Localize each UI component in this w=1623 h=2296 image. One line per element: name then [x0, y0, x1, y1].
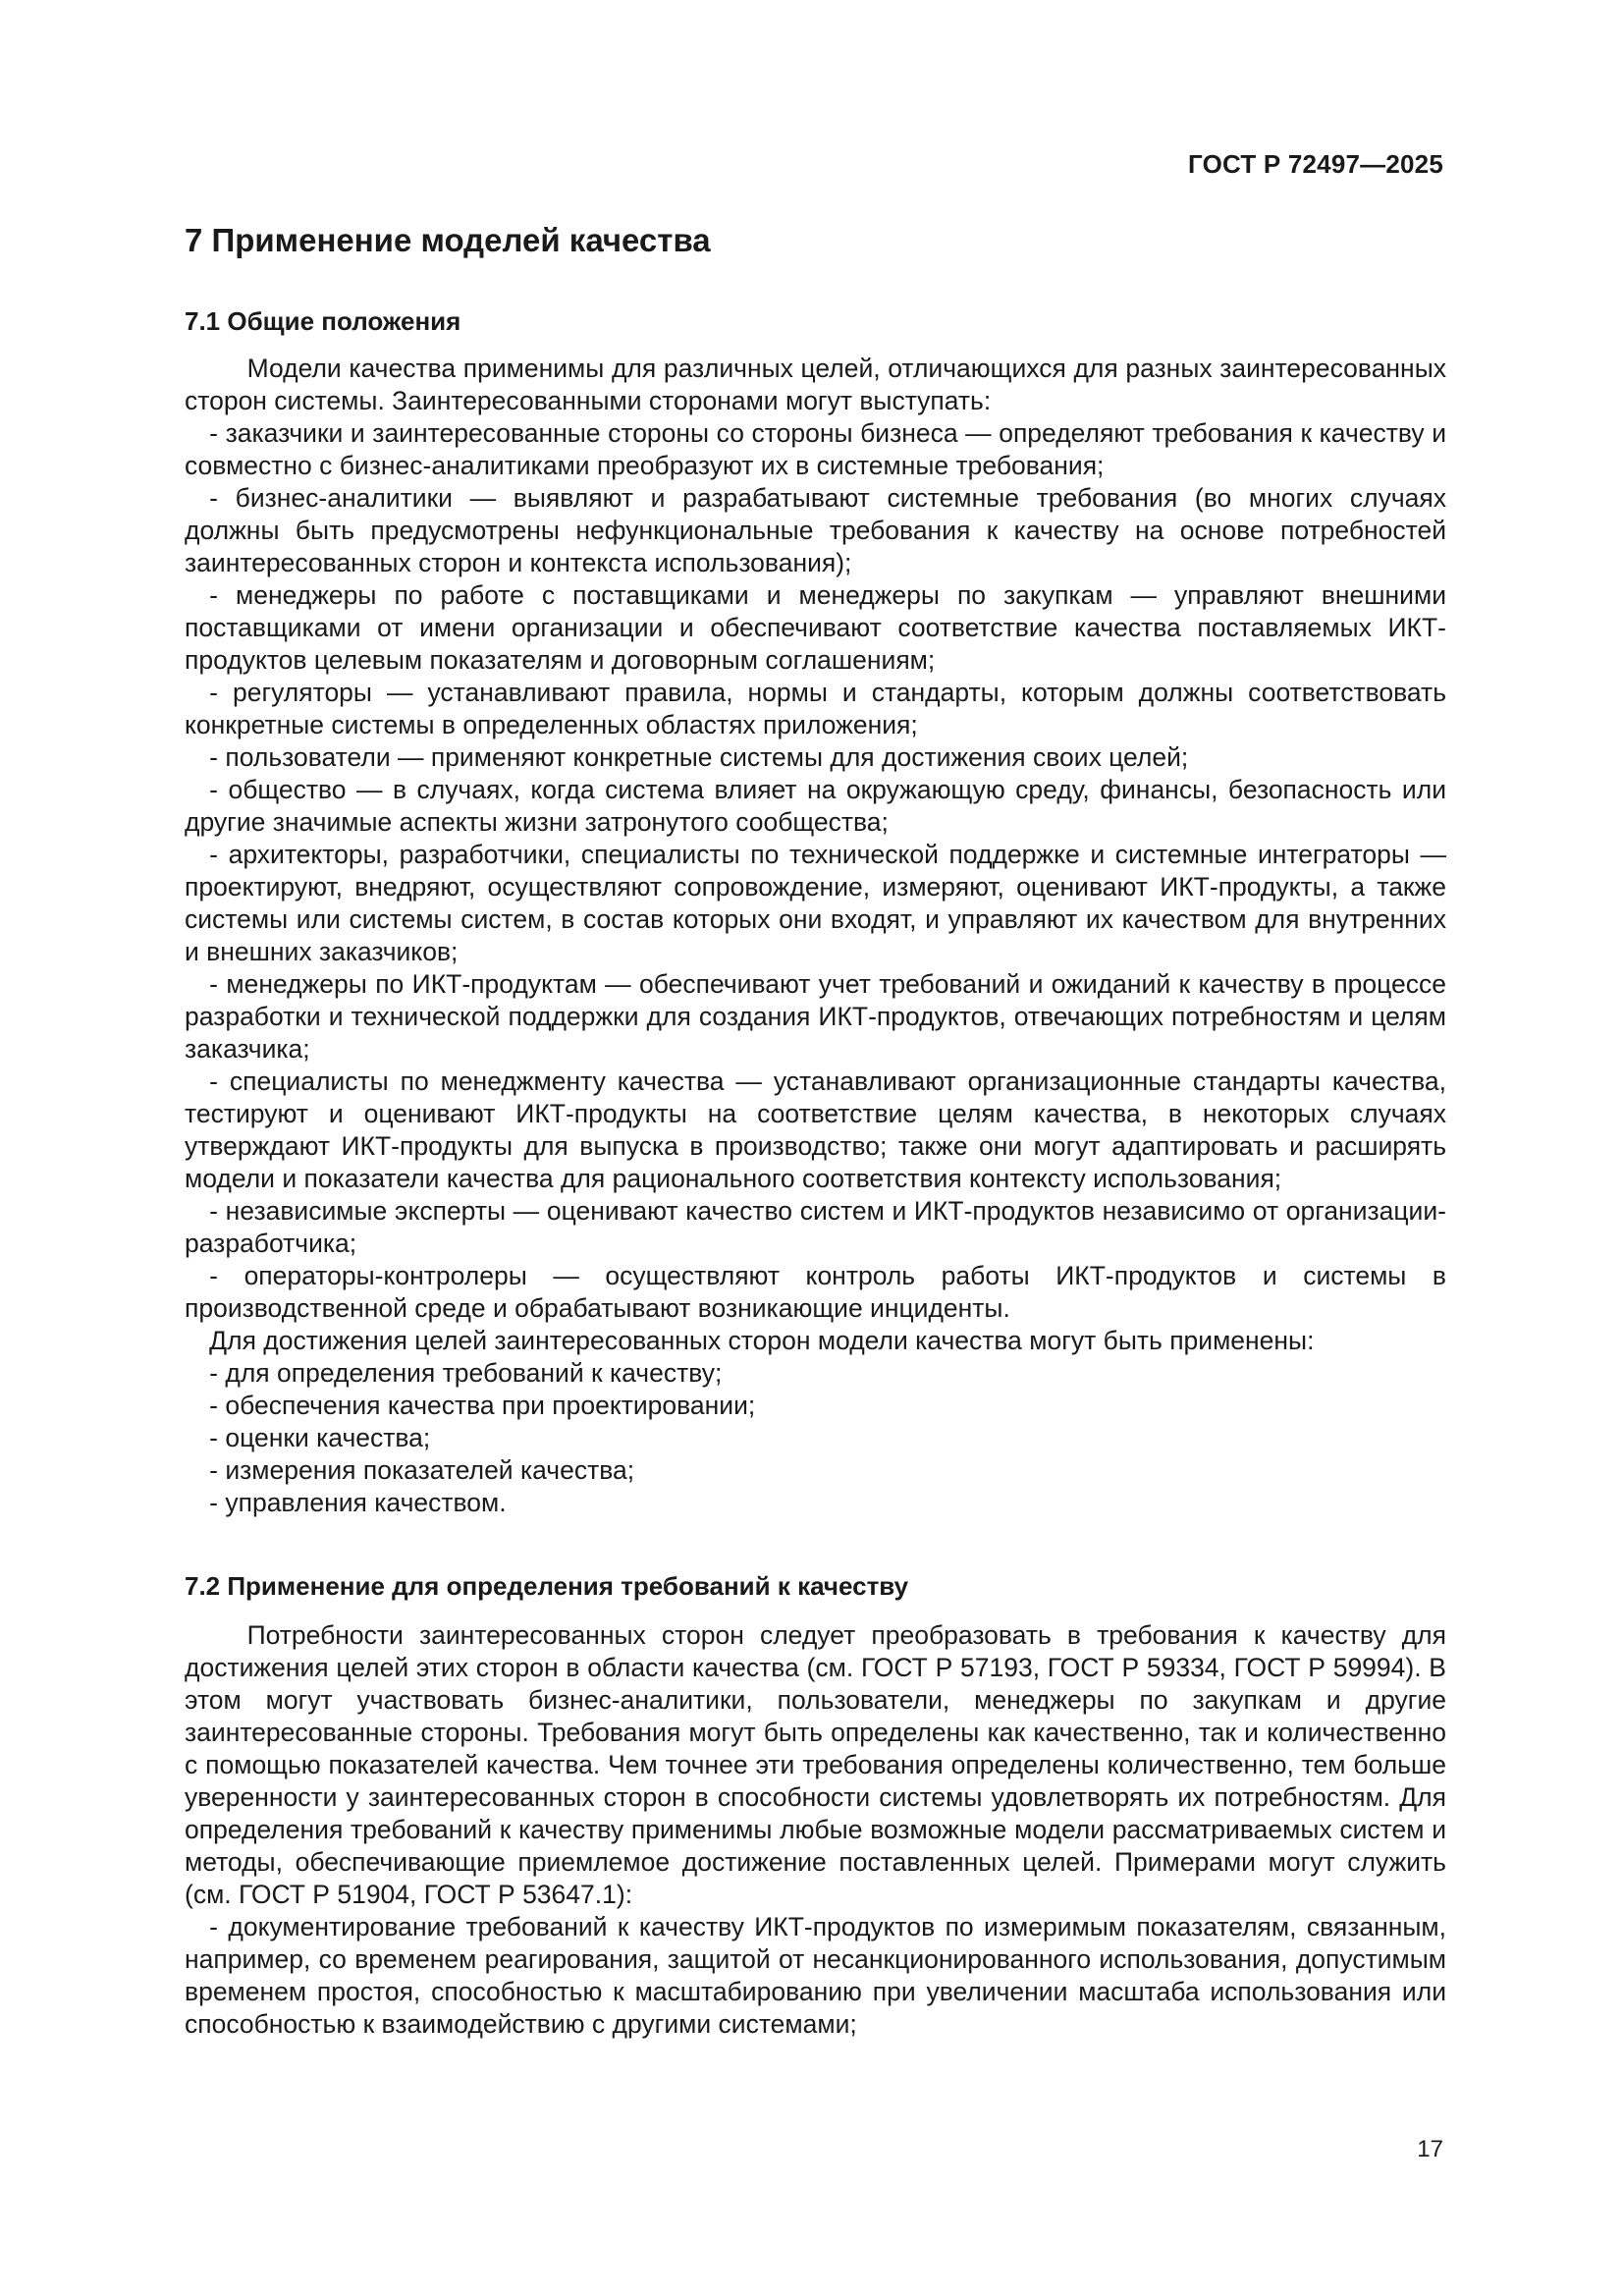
list-item: - общество — в случаях, когда система влияет на окружающую среду, финансы, безопасность или другие значимые аспекты жизни затронутого сообщества;: [185, 775, 1446, 837]
subsection-title: 7.2 Применение для определения требований к качеству: [185, 1571, 909, 1601]
list-item: - пользователи — применяют конкретные системы для достижения своих целей;: [209, 742, 1189, 772]
list-item: - специалисты по менеджменту качества — устанавливают организационные стандарты качества, тестируют и оценивают ИКТ-продукты на соответствие целям качества, в некоторых случаях утверждают ИКТ-продукты для выпуска в производство; также они могут адаптировать и расширять модели и показатели качества для рационального соответствия контексту использования;: [185, 1066, 1446, 1193]
list-item: - обеспечения качества при проектировании;: [209, 1391, 756, 1420]
subsection-title: 7.1 Общие положения: [185, 306, 461, 336]
subsection-7-1: [185, 306, 1446, 1519]
list-item: - управления качеством.: [209, 1488, 507, 1517]
list-item: - оценки качества;: [209, 1423, 431, 1452]
list-item: - менеджеры по работе с поставщиками и менеджеры по закупкам — управляют внешними поставщиками от имени организации и обеспечивают соответствие качества поставляемых ИКТ-продуктов целевым показателям и договорным соглашениям;: [185, 580, 1446, 675]
list-item: - регуляторы — устанавливают правила, нормы и стандарты, которым должны соответствовать конкретные системы в определенных областях приложения;: [185, 678, 1446, 739]
list-item: - для определения требований к качеству;: [209, 1358, 723, 1388]
page-number: 17: [1417, 2136, 1443, 2162]
subsection-7-2: [185, 1571, 1446, 2041]
list-item: - заказчики и заинтересованные стороны со стороны бизнеса — определяют требования к качеству и совместно с бизнес-аналитиками преобразуют их в системные требования;: [185, 418, 1446, 480]
list-item: - документирование требований к качеству ИКТ-продуктов по измеримым показателям, связанным, например, со временем реагирования, защитой от несанкционированного использования, допустимым временем простоя, способностью к масштабированию при увеличении масштаба использования или способностью к взаимодействию с другими системами;: [185, 1912, 1446, 2039]
document-header: ГОСТ Р 72497—2025: [1188, 149, 1443, 179]
list-item: - менеджеры по ИКТ-продуктам — обеспечивают учет требований и ожиданий к качеству в процессе разработки и технической поддержки для создания ИКТ-продуктов, отвечающих потребностям и целям заказчика;: [185, 969, 1446, 1064]
paragraph: Модели качества применимы для различных целей, отличающихся для разных заинтересованных сторон системы. Заинтересованными сторонами могут выступать:: [185, 354, 1446, 415]
list-item: - независимые эксперты — оценивают качество систем и ИКТ-продуктов независимо от организации-разработчика;: [185, 1196, 1446, 1258]
list-item: - бизнес-аналитики — выявляют и разрабатывают системные требования (во многих случаях должны быть предусмотрены нефункциональные требования к качеству на основе потребностей заинтересованных сторон и контекста использования);: [185, 483, 1446, 577]
list-item: - архитекторы, разработчики, специалисты по технической поддержке и системные интеграторы — проектируют, внедряют, осуществляют сопровождение, измеряют, оценивают ИКТ-продукты, а также системы или системы систем, в состав которых они входят, и управляют их качеством для внутренних и внешних заказчиков;: [185, 840, 1446, 966]
list-item: - операторы-контролеры — осуществляют контроль работы ИКТ-продуктов и системы в производственной среде и обрабатывают возникающие инциденты.: [185, 1261, 1446, 1323]
list-item: - измерения показателей качества;: [209, 1455, 635, 1485]
section-title: 7 Применение моделей качества: [185, 222, 711, 258]
paragraph: Потребности заинтересованных сторон следует преобразовать в требования к качеству для достижения целей этих сторон в области качества (см. ГОСТ Р 57193, ГОСТ Р 59334, ГОСТ Р 59994). В этом могут участвовать бизнес-аналитики, пользователи, менеджеры по закупкам и другие заинтересованные стороны. Требования могут быть определены как качественно, так и количественно с помощью показателей качества. Чем точнее эти требования определены количественно, тем больше уверенности у заинтересованных сторон в способности системы удовлетворять их потребностям. Для определения требований к качеству применимы любые возможные модели рассматриваемых систем и методы, обеспечивающие приемлемое достижение поставленных целей. Примерами могут служить (см. ГОСТ Р 51904, ГОСТ Р 53647.1):: [185, 1620, 1446, 1909]
paragraph: Для достижения целей заинтересованных сторон модели качества могут быть применены:: [209, 1326, 1315, 1355]
